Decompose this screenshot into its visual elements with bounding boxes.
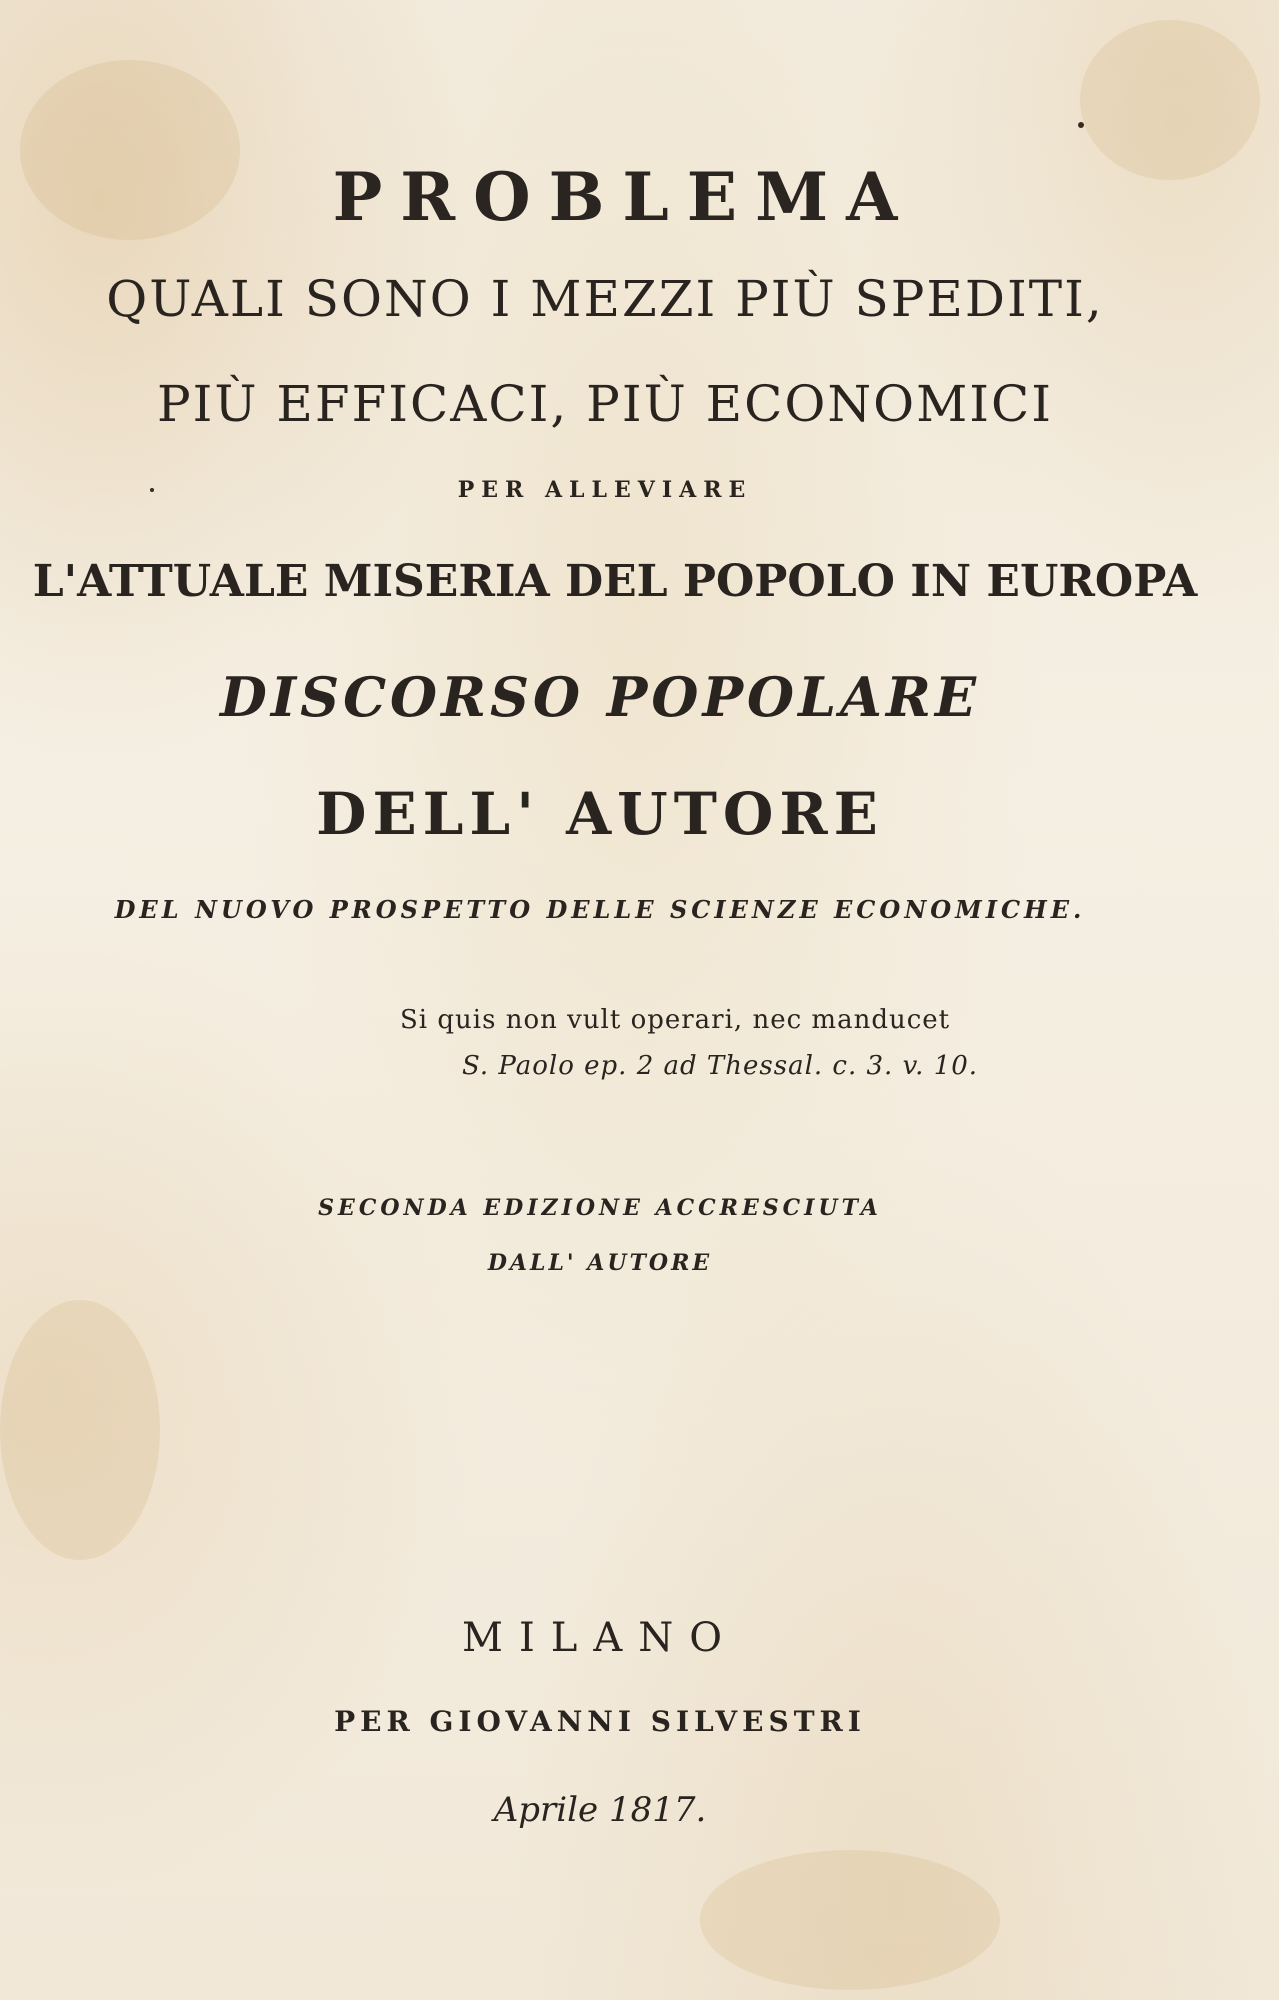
author-work-line: DEL NUOVO PROSPETTO DELLE SCIENZE ECONOMICHE. <box>114 895 1086 924</box>
subtitle-line-1: QUALI SONO I MEZZI PIÙ SPEDITI, <box>106 270 1104 328</box>
subtitle-line-2: PIÙ EFFICACI, PIÙ ECONOMICI <box>156 375 1054 433</box>
epigraph-source: S. Paolo ep. 2 ad Thessal. c. 3. v. 10. <box>462 1051 979 1081</box>
imprint-place: MILANO <box>462 1615 738 1661</box>
discourse-heading: DISCORSO POPOLARE <box>219 665 980 729</box>
epigraph-text: Si quis non vult operari, nec manducet <box>400 1005 951 1035</box>
imprint-date: Aprile 1817. <box>493 1790 707 1830</box>
ink-speck <box>1078 122 1084 128</box>
subtitle-line-4: L'ATTUALE MISERIA DEL POPOLO IN EUROPA <box>32 556 1198 607</box>
subtitle-line-3: PER ALLEVIARE <box>457 477 753 503</box>
edition-line-2: DALL' AUTORE <box>487 1250 713 1276</box>
foxing-stain <box>1080 20 1260 180</box>
book-title: PROBLEMA <box>332 158 916 236</box>
edition-line-1: SECONDA EDIZIONE ACCRESCIUTA <box>318 1195 882 1221</box>
foxing-stain <box>700 1850 1000 1990</box>
foxing-stain <box>0 1300 160 1560</box>
imprint-publisher: PER GIOVANNI SILVESTRI <box>334 1705 866 1738</box>
epigraph <box>400 1005 1060 1081</box>
author-line: DELL' AUTORE <box>316 780 884 848</box>
